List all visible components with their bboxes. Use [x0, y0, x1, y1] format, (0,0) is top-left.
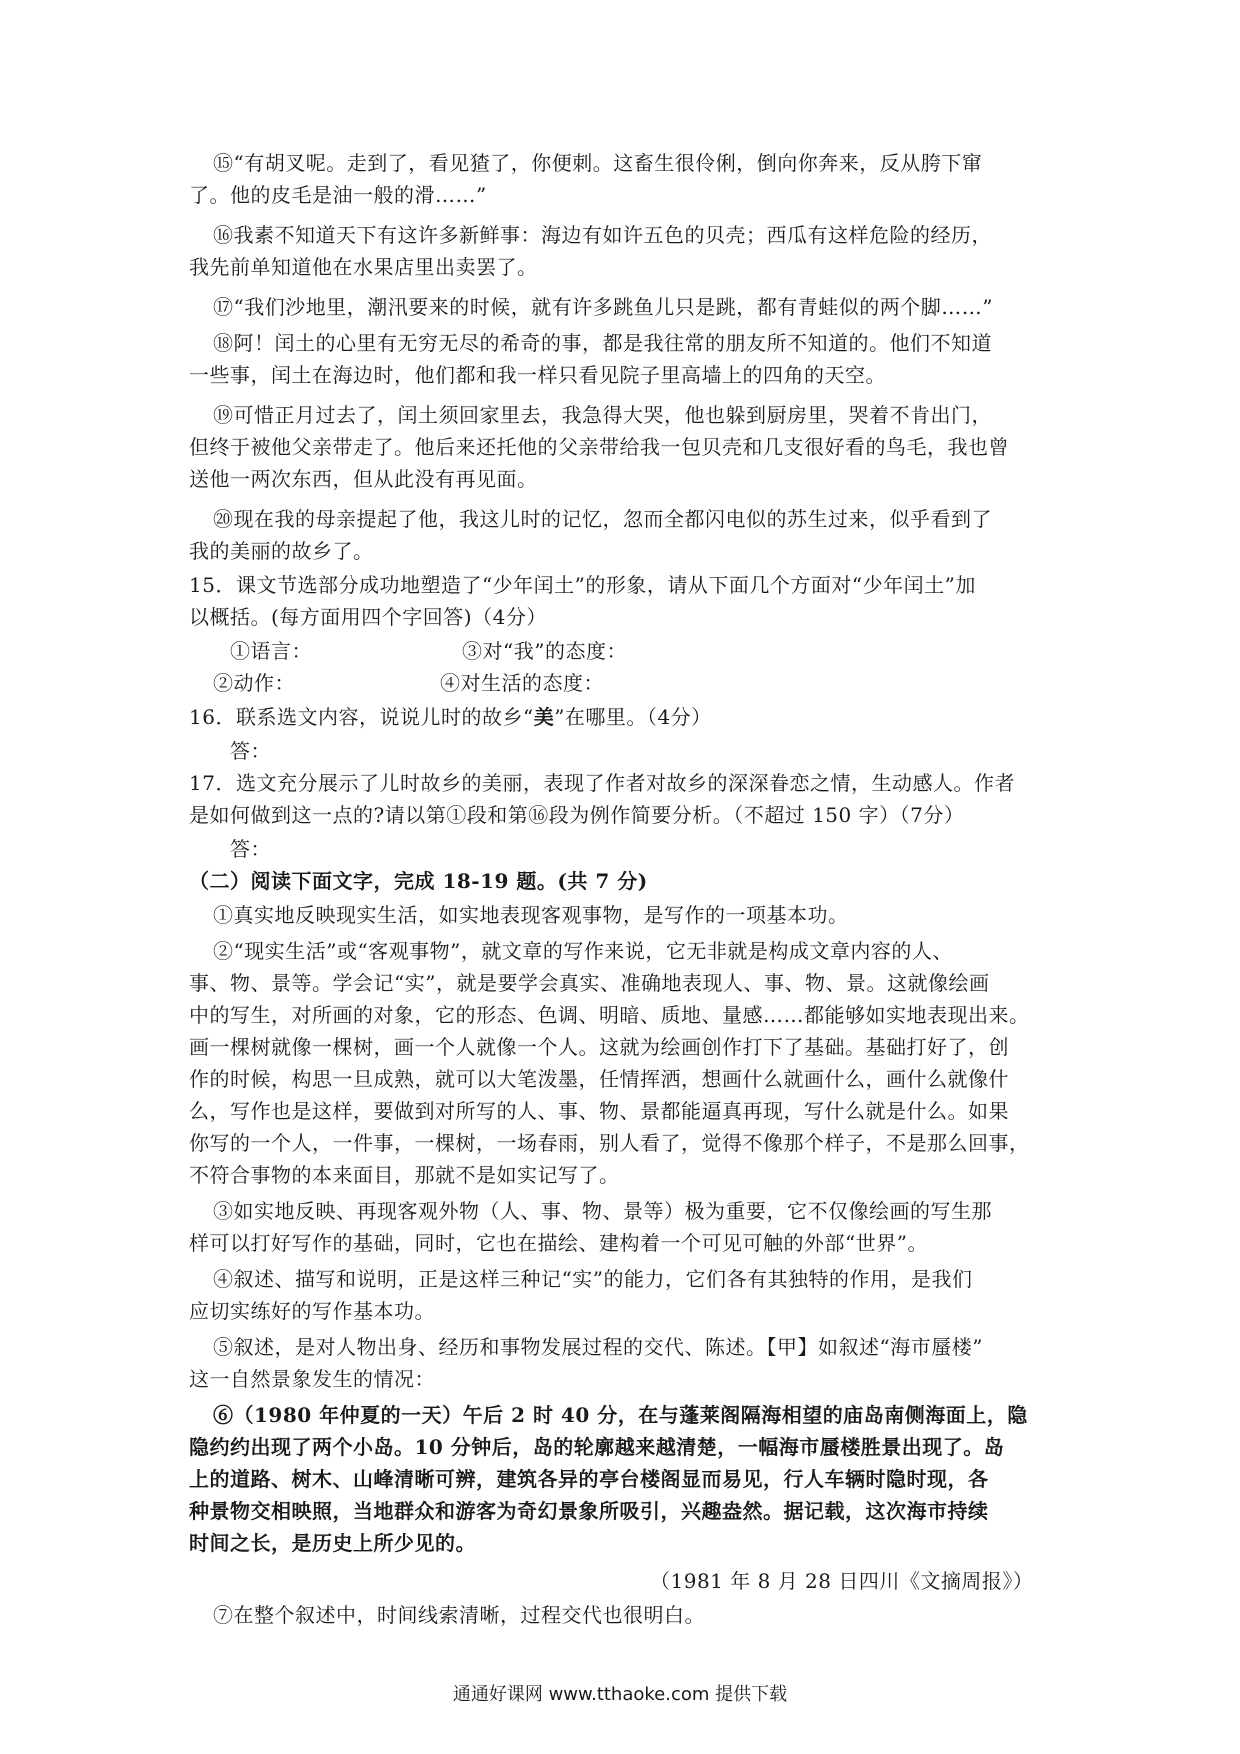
text-line: 一些事，闰土在海边时，他们都和我一样只看见院子里高墙上的四角的天空。: [189, 363, 886, 387]
text-line: ⑰“我们沙地里，潮汛要来的时候，就有许多跳鱼儿只是跳，都有青蛙似的两个脚……”: [213, 295, 993, 319]
text-line: 但终于被他父亲带走了。他后来还托他的父亲带给我一包贝壳和几支很好看的鸟毛，我也曾: [189, 435, 1009, 459]
text-line: ⑤叙述，是对人物出身、经历和事物发展过程的交代、陈述。【甲】如叙述“海市蜃楼”: [213, 1335, 983, 1359]
quoted-passage-line: 时间之长，是历史上所少见的。: [189, 1531, 476, 1555]
text-line: 样可以打好写作的基础，同时，它也在描绘、建构着一个可见可触的外部“世界”。: [189, 1231, 928, 1255]
page-footer: 通通好课网 www.tthaoke.com 提供下载: [452, 1684, 788, 1705]
answer-slot-action: ②动作：: [213, 671, 295, 695]
answer-slot-attitude-life: ④对生活的态度：: [440, 671, 604, 695]
text-line: 送他一两次东西，但从此没有再见面。: [189, 467, 538, 491]
section-heading: （二）阅读下面文字，完成 18-19 题。(共 7 分): [189, 869, 648, 893]
text-line: 不符合事物的本来面目，那就不是如实记写了。: [189, 1163, 620, 1187]
text-line: ①真实地反映现实生活，如实地表现客观事物，是写作的一项基本功。: [213, 903, 849, 927]
text-line: ②“现实生活”或“客观事物”，就文章的写作来说，它无非就是构成文章内容的人、: [213, 939, 953, 963]
answer-slot-language: ①语言：: [230, 639, 312, 663]
emphasis-word: 美: [533, 705, 555, 729]
text-line: 了。他的皮毛是油一般的滑……”: [189, 183, 487, 207]
text-line: 你写的一个人，一件事，一棵树，一场春雨，别人看了，觉得不像那个样子，不是那么回事，: [189, 1131, 1030, 1155]
text-line: 应切实练好的写作基本功。: [189, 1299, 435, 1323]
text-line: ⑲可惜正月过去了，闰土须回家里去，我急得大哭，他也躲到厨房里，哭着不肯出门，: [213, 403, 992, 427]
question-16: 16．联系选文内容，说说儿时的故乡“美”在哪里。（4分）: [189, 705, 712, 729]
text-line: 么，写作也是这样，要做到对所写的人、事、物、景都能逼真再现，写什么就是什么。如果: [189, 1099, 1009, 1123]
quoted-passage-line: 种景物交相映照，当地群众和游客为奇幻景象所吸引，兴趣盎然。据记载，这次海市持续: [189, 1499, 989, 1523]
text-line: ⑦在整个叙述中，时间线索清晰，过程交代也很明白。: [213, 1603, 705, 1627]
text-line: ⑯我素不知道天下有这许多新鲜事：海边有如许五色的贝壳；西瓜有这样危险的经历，: [213, 223, 992, 247]
text-line: ⑱阿！闰土的心里有无穷无尽的希奇的事，都是我往常的朋友所不知道的。他们不知道: [213, 331, 992, 355]
text-line: ⑮“有胡叉呢。走到了，看见猹了，你便刺。这畜生很伶俐，倒向你奔来，反从胯下窜: [213, 151, 983, 175]
question-15: 15．课文节选部分成功地塑造了“少年闰土”的形象，请从下面几个方面对“少年闰土”加: [189, 573, 976, 597]
text-line: 作的时候，构思一旦成熟，就可以大笔泼墨，任情挥洒，想画什么就画什么，画什么就像什: [189, 1067, 1009, 1091]
answer-label: 答：: [230, 739, 271, 763]
quoted-passage-line: ⑥（1980 年仲夏的一天）午后 2 时 40 分，在与蓬莱阁隔海相望的庙岛南侧海面上，隐: [213, 1403, 1028, 1427]
text-line: 这一自然景象发生的情况：: [189, 1367, 435, 1391]
quoted-passage-line: 隐约约出现了两个小岛。10 分钟后，岛的轮廓越来越清楚，一幅海市蜃楼胜景出现了。岛: [189, 1435, 1005, 1459]
text-line: 事、物、景等。学会记“实”，就是要学会真实、准确地表现人、事、物、景。这就像绘画: [189, 971, 990, 995]
question-17: 17．选文充分展示了儿时故乡的美丽，表现了作者对故乡的深深眷恋之情，生动感人。作者: [189, 771, 1015, 795]
text-line: ④叙述、描写和说明，正是这样三种记“实”的能力，它们各有其独特的作用，是我们: [213, 1267, 973, 1291]
text-line: 是如何做到这一点的?请以第①段和第⑯段为例作简要分析。（不超过 150 字）（7分）: [189, 803, 965, 827]
answer-slot-attitude-me: ③对“我”的态度：: [462, 639, 627, 663]
text-line: 以概括。(每方面用四个字回答)（4分）: [189, 605, 547, 629]
quoted-passage-line: 上的道路、树木、山峰清晰可辨，建筑各异的亭台楼阁显而易见，行人车辆时隐时现，各: [189, 1467, 989, 1491]
text-line: 中的写生，对所画的对象，它的形态、色调、明暗、质地、量感……都能够如实地表现出来。: [189, 1003, 1030, 1027]
text-line: 我的美丽的故乡了。: [189, 539, 374, 563]
answer-label: 答：: [230, 837, 271, 861]
text-line: 我先前单知道他在水果店里出卖罢了。: [189, 255, 538, 279]
text-line: ⑳现在我的母亲提起了他，我这儿时的记忆，忽而全都闪电似的苏生过来，似乎看到了: [213, 507, 992, 531]
text-line: ③如实地反映、再现客观外物（人、事、物、景等）极为重要，它不仅像绘画的写生那: [213, 1199, 992, 1223]
text-line: 画一棵树就像一棵树，画一个人就像一个人。这就为绘画创作打下了基础。基础打好了，创: [189, 1035, 1009, 1059]
source-citation: （1981 年 8 月 28 日四川《文摘周报》）: [650, 1569, 1034, 1593]
